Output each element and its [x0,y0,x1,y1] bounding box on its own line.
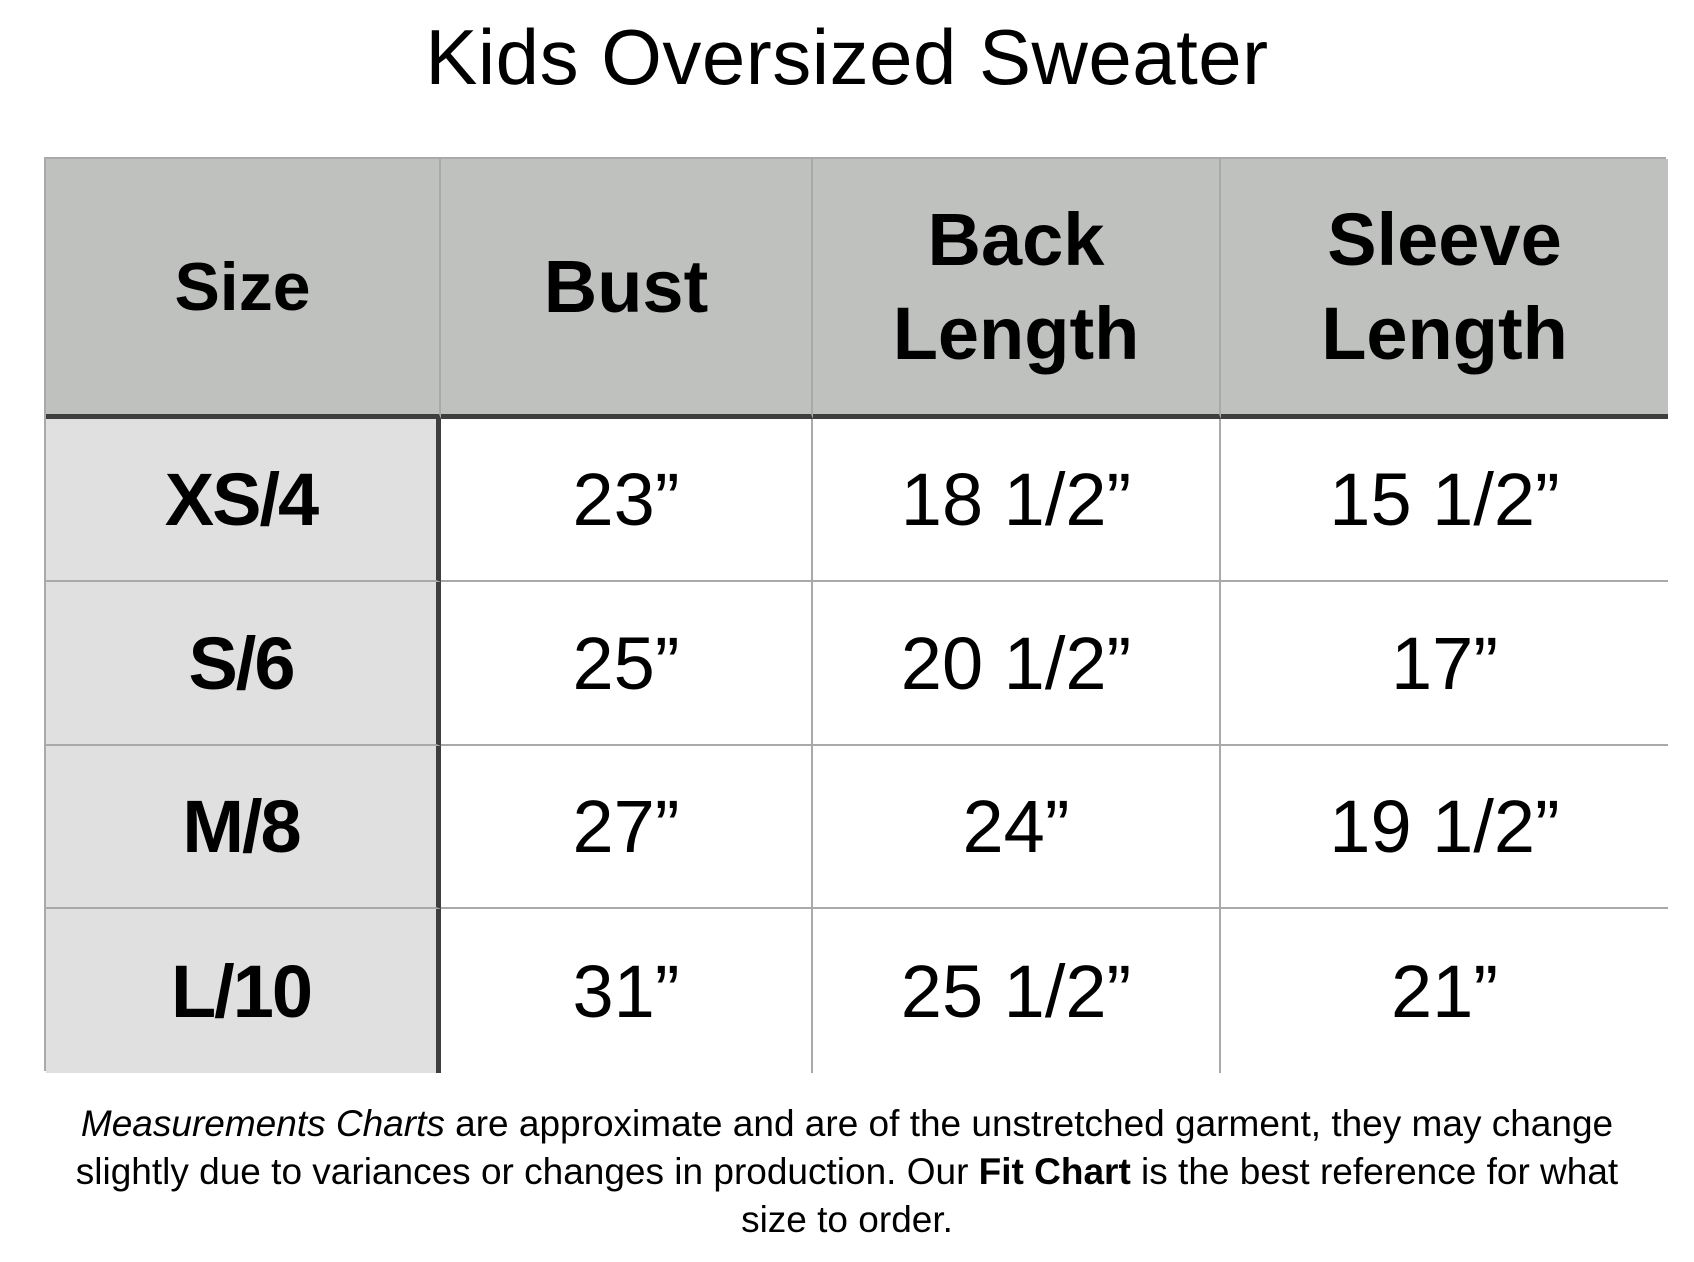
measurement-disclaimer [60,1100,1634,1244]
footnote-text-2: is the best reference for what size to order. [741,1151,1619,1240]
row-size-l10: L/10 [46,909,441,1073]
header-sleeve-length [1221,159,1668,419]
footnote-italic-lead: Measurements Charts [80,1103,445,1144]
row-sleeve-length-m8: 19 1/2” [1221,746,1668,909]
row-sleeve-length-xs4: 15 1/2” [1221,419,1668,582]
row-back-length-s6: 20 1/2” [813,582,1221,746]
page-title: Kids Oversized Sweater [425,13,1269,101]
row-bust-xs4: 23” [441,419,813,582]
header-size [46,159,441,419]
size-chart-table [44,157,1666,1071]
header-sleeve-length-line-1: Sleeve [1327,197,1562,281]
row-bust-s6: 25” [441,582,813,746]
row-back-length-xs4: 18 1/2” [813,419,1221,582]
size-chart-grid [46,159,1664,1069]
row-bust-l10: 31” [441,909,813,1073]
header-back-length-line-2: Length [892,291,1140,375]
row-bust-m8: 27” [441,746,813,909]
row-back-length-m8: 24” [813,746,1221,909]
row-size-s6: S/6 [46,582,441,746]
row-size-xs4: XS/4 [46,419,441,582]
row-back-length-l10: 25 1/2” [813,909,1221,1073]
row-sleeve-length-s6: 17” [1221,582,1668,746]
footnote-text-1: are approximate and are of the unstretched garment, they may change slightly due to variances or changes in production. Our [75,1103,1614,1192]
row-sleeve-length-l10: 21” [1221,909,1668,1073]
header-back-length-line-1: Back [927,197,1105,281]
row-size-m8: M/8 [46,746,441,909]
header-size-label: Size [174,248,311,325]
header-sleeve-length-line-2: Length [1321,291,1568,375]
footnote-fit-chart-term: Fit Chart [978,1151,1131,1192]
header-bust-label: Bust [543,244,709,328]
header-back-length [813,159,1221,419]
header-bust [441,159,813,419]
